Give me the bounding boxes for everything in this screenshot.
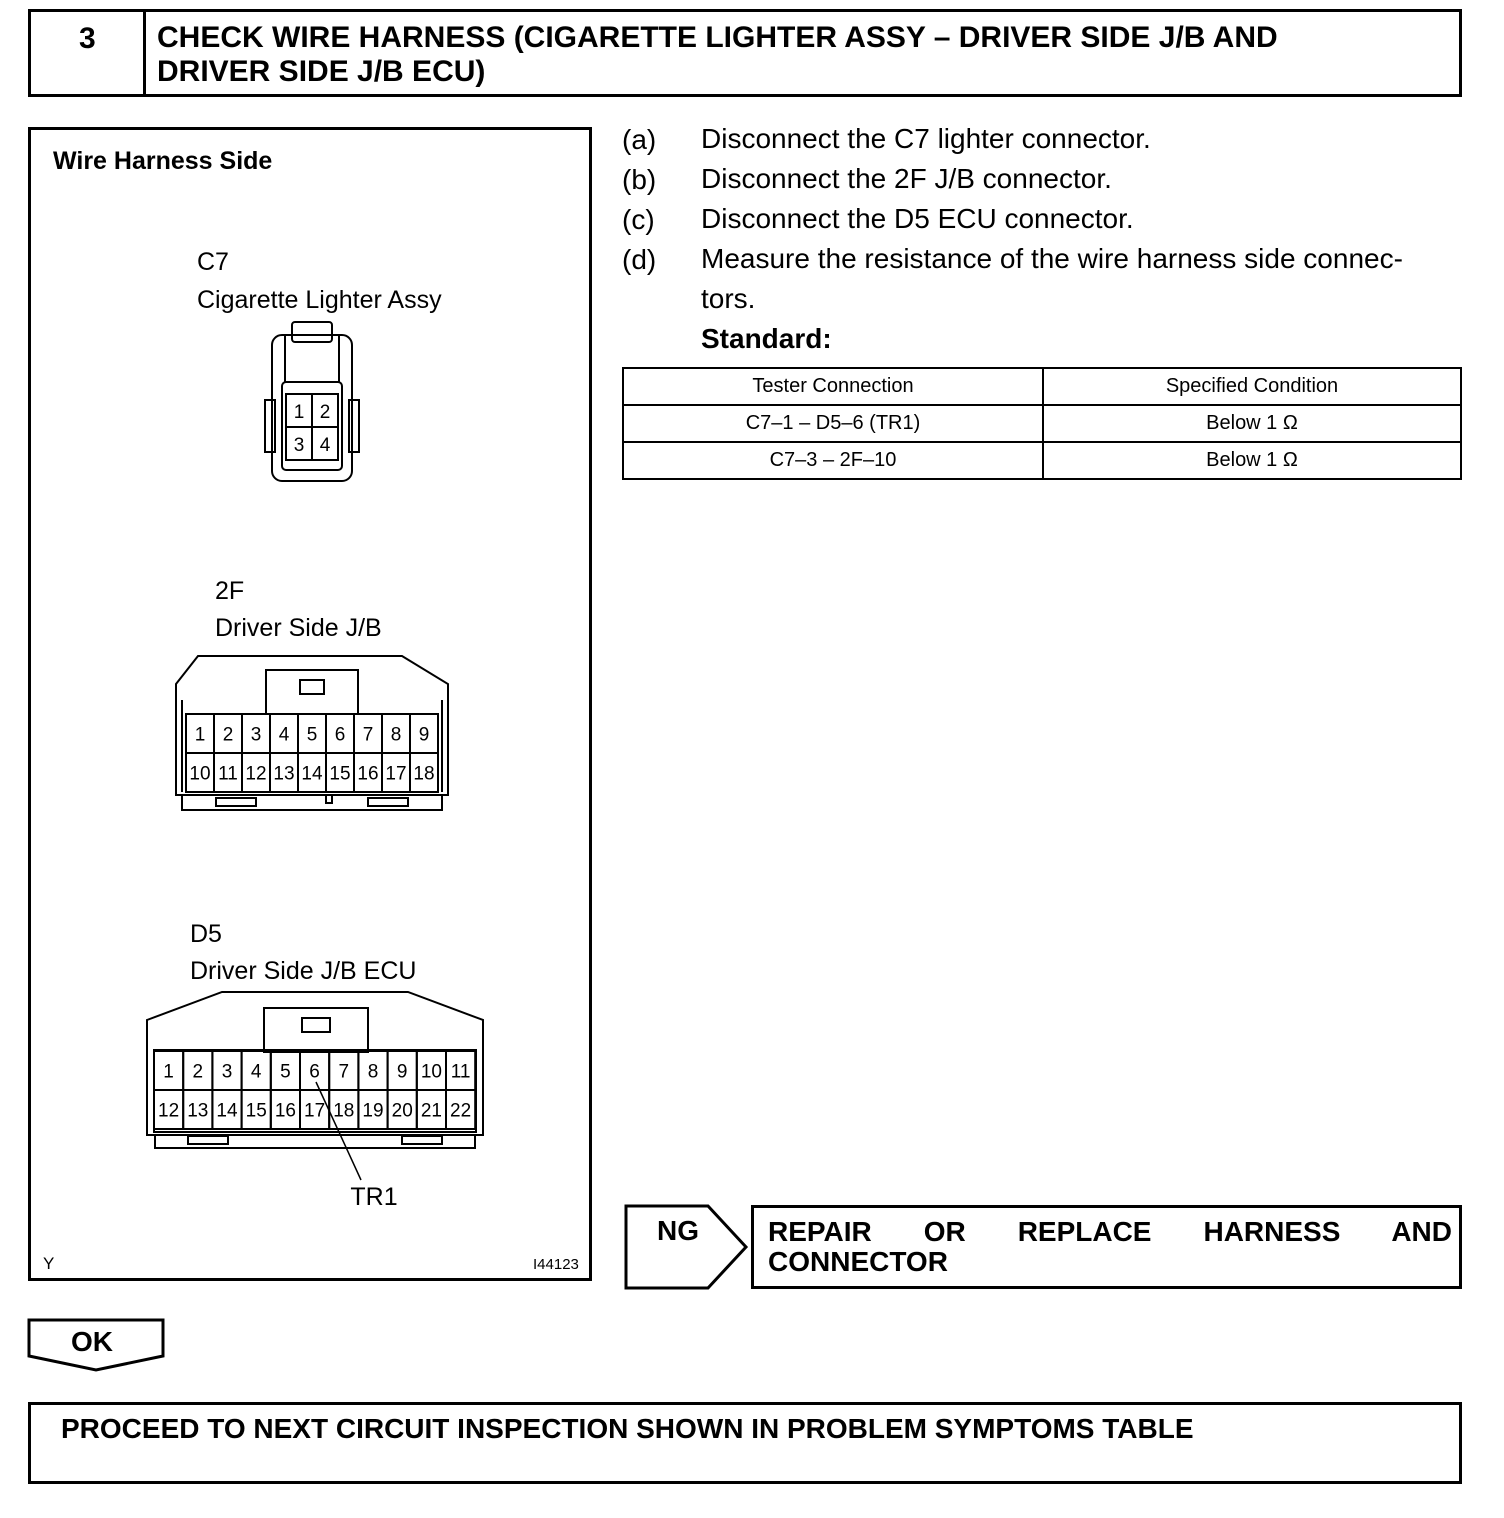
2f-pin-label: 2 [222, 724, 234, 746]
step-a-text: Disconnect the C7 lighter connector. [701, 123, 1151, 154]
step-b-label: (b) [622, 164, 657, 195]
d5-pin-label: 15 [245, 1100, 267, 1122]
d5-pin-label: 5 [280, 1061, 291, 1083]
2f-pin-label: 8 [390, 724, 402, 746]
spec-table [622, 367, 1462, 480]
c7-pin-2: 2 [319, 402, 331, 423]
d5-pin-label: 14 [216, 1100, 238, 1122]
step-b-text: Disconnect the 2F J/B connector. [701, 163, 1112, 194]
c7-pin-3: 3 [293, 435, 305, 456]
2f-pin-label: 13 [273, 763, 295, 785]
d5-pin-label: 17 [304, 1100, 326, 1122]
step-d-text-cont: tors. [701, 283, 756, 314]
figure-heading: Wire Harness Side [53, 147, 273, 175]
d5-pin-label: 12 [158, 1100, 180, 1122]
d5-pin-label: 6 [309, 1061, 320, 1083]
d5-name: Driver Side J/B ECU [190, 957, 417, 985]
2f-pin-label: 16 [357, 763, 379, 785]
d5-pin-label: 16 [274, 1100, 296, 1122]
c7-pin-4: 4 [319, 435, 331, 456]
2f-pin-label: 10 [189, 763, 211, 785]
step-a-label: (a) [622, 124, 657, 155]
c7-connector [265, 322, 359, 481]
2f-pin-label: 6 [334, 724, 346, 746]
d5-pin-label: 8 [367, 1061, 379, 1083]
c7-pin-1: 1 [293, 402, 305, 423]
connector-drawings [0, 0, 600, 1300]
spec-table-header [623, 368, 1461, 405]
c7-name: Cigarette Lighter Assy [197, 286, 442, 314]
2f-pin-label: 3 [250, 724, 262, 746]
ng-label: NG [657, 1215, 699, 1246]
2f-pin-label: 1 [194, 724, 206, 746]
2f-pin-label: 7 [362, 724, 374, 746]
2f-pin-label: 14 [301, 763, 323, 785]
2f-pin-label: 18 [413, 763, 435, 785]
step-title-line1: CHECK WIRE HARNESS (CIGARETTE LIGHTER ASSY – DRIVER SIDE J/B AND [157, 21, 1278, 54]
d5-pin-label: 11 [450, 1061, 471, 1083]
2f-pin-label: 11 [218, 763, 238, 785]
step-d-text: Measure the resistance of the wire harness side connec- [701, 243, 1403, 274]
2f-pin-label: 15 [329, 763, 351, 785]
2f-pin-label: 12 [245, 763, 267, 785]
spec-header-tester: Tester Connection [623, 368, 1043, 405]
2f-pin-label: 9 [418, 724, 430, 746]
ok-action-text: PROCEED TO NEXT CIRCUIT INSPECTION SHOWN IN PROBLEM SYMPTOMS TABLE [61, 1413, 1194, 1444]
table-row [623, 405, 1461, 442]
ng-action-line1: REPAIR OR REPLACE HARNESS AND [768, 1216, 1452, 1247]
step-c-text: Disconnect the D5 ECU connector. [701, 203, 1134, 234]
spec-header-condition: Specified Condition [1043, 368, 1461, 405]
d5-pin-label: 22 [450, 1100, 472, 1122]
tr1-callout: TR1 [350, 1183, 398, 1211]
step-d-label: (d) [622, 244, 657, 275]
d5-pin-label: 21 [420, 1100, 442, 1122]
d5-connector [147, 992, 483, 1211]
step-title-line2: DRIVER SIDE J/B ECU) [157, 55, 486, 88]
d5-pin-label: 4 [250, 1061, 262, 1083]
figure-corner-label: Y [43, 1254, 55, 1273]
2f-pin-label: 4 [278, 724, 290, 746]
table-row [623, 442, 1461, 479]
d5-pin-label: 13 [187, 1100, 209, 1122]
d5-pin-label: 1 [163, 1061, 174, 1083]
ng-action-box [751, 1205, 1462, 1289]
spec-cell: Below 1 Ω [1043, 442, 1461, 479]
2f-code: 2F [215, 577, 245, 605]
spec-cell: C7–3 – 2F–10 [623, 442, 1043, 479]
d5-pin-label: 7 [338, 1061, 350, 1083]
spec-cell: Below 1 Ω [1043, 405, 1461, 442]
c7-code: C7 [197, 248, 229, 276]
d5-pin-label: 20 [391, 1100, 413, 1122]
figure-id: I44123 [533, 1256, 579, 1273]
2f-pin-label: 17 [385, 763, 407, 785]
d5-pin-label: 3 [221, 1061, 233, 1083]
step-number: 3 [79, 22, 96, 55]
d5-pin-label: 2 [192, 1061, 204, 1083]
2f-name: Driver Side J/B [215, 614, 382, 642]
d5-code: D5 [190, 920, 222, 948]
d5-pin-label: 9 [396, 1061, 408, 1083]
ok-label: OK [71, 1326, 113, 1357]
2f-pin-label: 5 [306, 724, 318, 746]
ok-action-box [28, 1402, 1462, 1484]
2f-connector [176, 656, 448, 810]
ng-action-line2: CONNECTOR [768, 1246, 948, 1277]
d5-pin-label: 19 [362, 1100, 384, 1122]
standard-label: Standard: [701, 323, 832, 354]
step-c-label: (c) [622, 204, 655, 235]
d5-pin-label: 10 [420, 1061, 442, 1083]
spec-cell: C7–1 – D5–6 (TR1) [623, 405, 1043, 442]
d5-pin-label: 18 [333, 1100, 355, 1122]
